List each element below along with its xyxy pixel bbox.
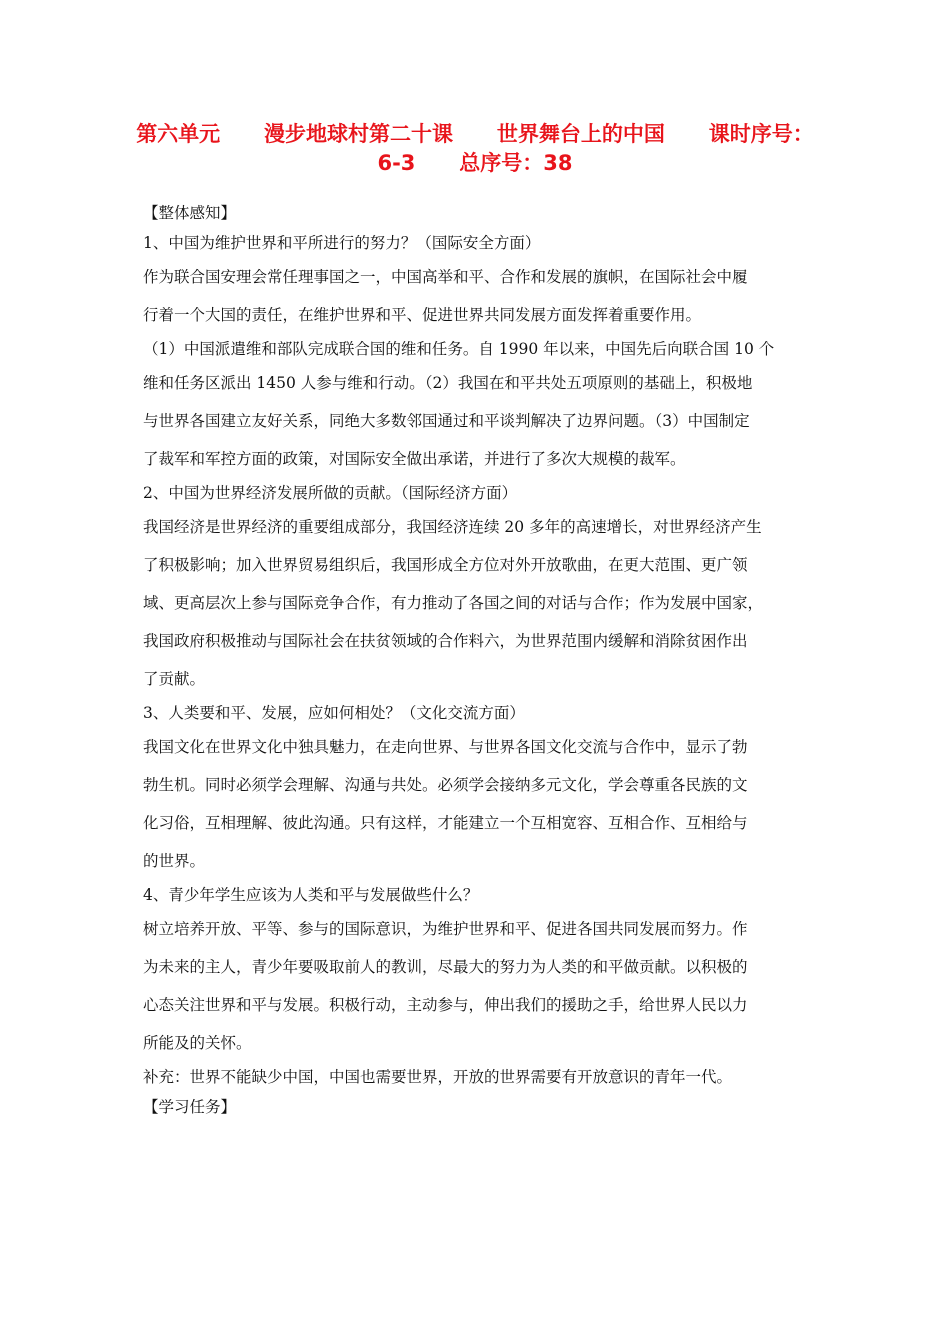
q3-question: 3、人类要和平、发展，应如何相处？（文化交流方面） xyxy=(143,704,525,722)
q2-line: 我国政府积极推动与国际社会在扶贫领域的合作料六，为世界范围内缓解和消除贫困作出 xyxy=(143,632,748,650)
q3-line: 的世界。 xyxy=(143,852,206,870)
q4-line: 心态关注世界和平与发展。积极行动，主动参与，伸出我们的援助之手，给世界人民以力 xyxy=(143,996,748,1014)
q2-line: 我国经济是世界经济的重要组成部分，我国经济连续 20 多年的高速增长，对世界经济产生 xyxy=(143,518,762,536)
q3-line: 勃生机。同时必须学会理解、沟通与共处。必须学会接纳多元文化，学会尊重各民族的文 xyxy=(143,776,748,794)
q4-line: 所能及的关怀。 xyxy=(143,1034,252,1052)
q1-line: 维和任务区派出 1450 人参与维和行动。（2）我国在和平共处五项原则的基础上，积极地 xyxy=(143,374,753,392)
q2-line: 了积极影响；加入世界贸易组织后，我国形成全方位对外开放歌曲，在更大范围、更广领 xyxy=(143,556,748,574)
q4-line: 树立培养开放、平等、参与的国际意识，为维护世界和平、促进各国共同发展而努力。作 xyxy=(143,920,748,938)
q1-line: 与世界各国建立友好关系，同绝大多数邻国通过和平谈判解决了边界问题。（3）中国制定 xyxy=(143,412,750,430)
q1-line: 行着一个大国的责任，在维护世界和平、促进世界共同发展方面发挥着重要作用。 xyxy=(143,306,702,324)
q4-line: 为未来的主人，青少年要吸取前人的教训，尽最大的努力为人类的和平做贡献。以积极的 xyxy=(143,958,748,976)
q1-line: 了裁军和军控方面的政策，对国际安全做出承诺，并进行了多次大规模的裁军。 xyxy=(143,450,686,468)
supplement-text: 补充：世界不能缺少中国，中国也需要世界，开放的世界需要有开放意识的青年一代。 xyxy=(143,1068,733,1086)
q2-question: 2、中国为世界经济发展所做的贡献。（国际经济方面） xyxy=(143,484,518,502)
task-heading: 【学习任务】 xyxy=(143,1098,237,1116)
title-line-2: 6-3 总序号：38 xyxy=(377,151,573,175)
q2-line: 域、更高层次上参与国际竞争合作，有力推动了各国之间的对话与合作；作为发展中国家， xyxy=(143,594,764,612)
q1-line: （1）中国派遣维和部队完成联合国的维和任务。自 1990 年以来，中国先后向联合国 10 个 xyxy=(143,340,775,358)
q1-line: 作为联合国安理会常任理事国之一，中国高举和平、合作和发展的旗帜，在国际社会中履 xyxy=(143,268,748,286)
document-body xyxy=(143,198,823,1122)
overview-heading: 【整体感知】 xyxy=(143,204,237,222)
document-title xyxy=(120,120,830,178)
q4-question: 4、青少年学生应该为人类和平与发展做些什么？ xyxy=(143,886,479,904)
title-line-1: 第六单元 漫步地球村第二十课 世界舞台上的中国 课时序号： xyxy=(136,122,814,146)
q3-line: 化习俗，互相理解、彼此沟通。只有这样，才能建立一个互相宽容、互相合作、互相给与 xyxy=(143,814,748,832)
q3-line: 我国文化在世界文化中独具魅力，在走向世界、与世界各国文化交流与合作中，显示了勃 xyxy=(143,738,748,756)
q2-line: 了贡献。 xyxy=(143,670,206,688)
q1-question: 1、中国为维护世界和平所进行的努力？（国际安全方面） xyxy=(143,234,541,252)
